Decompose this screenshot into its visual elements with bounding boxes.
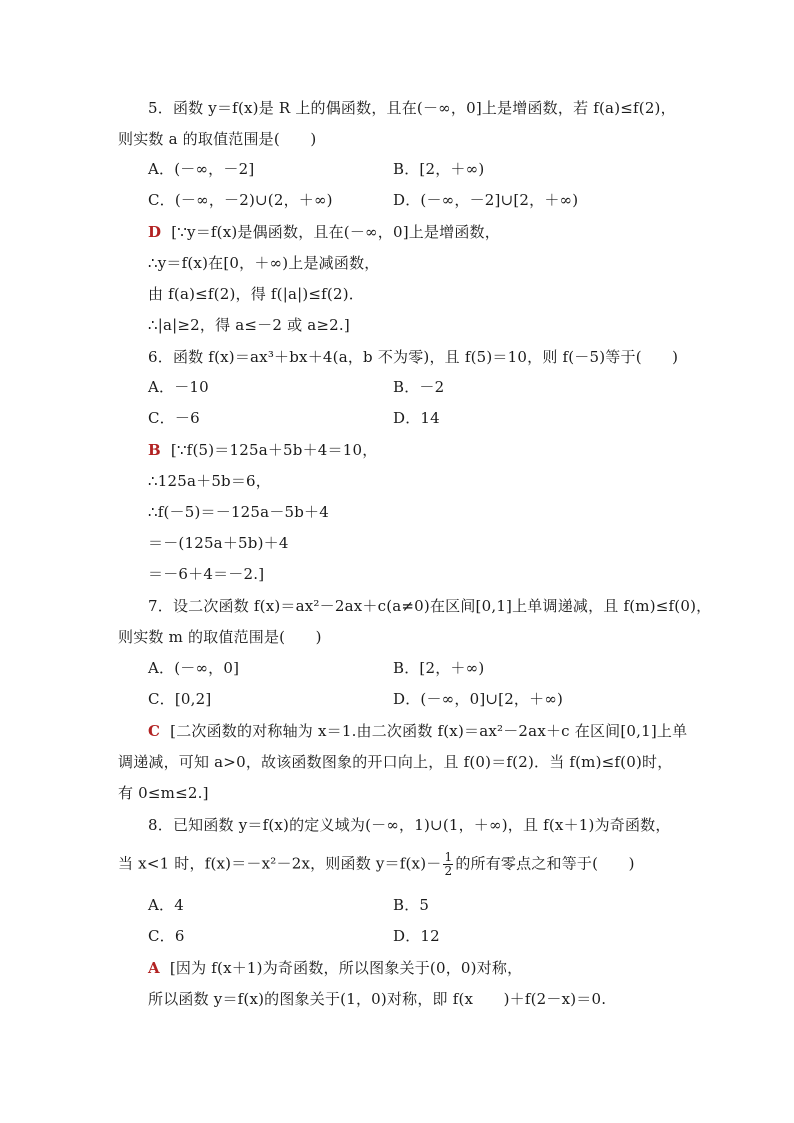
q8-solution-text: [因为 f(x＋1)为奇函数，所以图象关于(0，0)对称， [169,959,523,977]
q6-solution-text: [∵f(5)＝125a＋5b＋4＝10， [170,441,378,459]
q8-stem-line1: 8．已知函数 y＝f(x)的定义域为(－∞，1)∪(1，＋∞)，且 f(x＋1)为奇函数， [148,816,671,834]
q8-solution-line2: 所以函数 y＝f(x)的图象关于(1，0)对称，即 f(x )＋f(2－x)＝0. [148,990,607,1008]
q5-option-c: C．(－∞，－2)∪(2，＋∞) [148,191,333,209]
q5-solution-line3: 由 f(a)≤f(2)，得 f(|a|)≤f(2)． [148,285,364,303]
q6-solution-line5: ＝－6＋4＝－2.] [148,565,265,583]
fraction-denominator: 2 [444,864,453,878]
q8-option-a: A．4 [148,896,184,914]
q7-option-c: C．[0,2] [148,690,212,708]
q8-stem-line2 [118,851,635,878]
q6-solution-line2: ∴125a＋5b＝6， [148,472,272,490]
q8-stem-part2: 的所有零点之和等于( ) [455,854,635,873]
one-half-fraction [443,851,453,878]
q7-solution-line3: 有 0≤m≤2.] [118,784,209,802]
q6-option-b: B．－2 [393,378,445,396]
q6-option-a: A．－10 [148,378,209,396]
q5-stem-line1: 5．函数 y＝f(x)是 R 上的偶函数，且在(－∞，0]上是增函数，若 f(a)≤f(2)， [148,99,676,117]
q6-stem: 6．函数 f(x)＝ax³＋bx＋4(a，b 不为零)，且 f(5)＝10，则 f(－5)等于( ) [148,348,679,366]
q5-option-b: B．[2，＋∞) [393,160,485,178]
q5-answer-letter: D [148,223,162,241]
q5-solution-line2: ∴y＝f(x)在[0，＋∞)上是减函数， [148,254,380,272]
q6-solution-line4: ＝－(125a＋5b)＋4 [148,534,289,552]
q7-option-d: D．(－∞，0]∪[2，＋∞) [393,690,564,708]
q8-option-b: B．5 [393,896,430,914]
q7-answer-letter: C [148,722,161,740]
q7-stem-line2: 则实数 m 的取值范围是( ) [118,628,322,646]
q8-solution-line1 [148,958,522,978]
q6-solution-line1 [148,440,377,460]
q8-option-c: C．6 [148,927,185,945]
q7-stem-line1: 7．设二次函数 f(x)＝ax²－2ax＋c(a≠0)在区间[0,1]上单调递减，且 f(m)≤f(0)， [148,597,712,615]
q6-option-d: D．14 [393,409,440,427]
fraction-numerator: 1 [444,850,453,864]
q5-option-d: D．(－∞，－2]∪[2，＋∞) [393,191,579,209]
q8-answer-letter: A [148,959,160,977]
q8-stem-part1: 当 x<1 时，f(x)＝－x²－2x，则函数 y＝f(x)－ [118,854,442,873]
q8-option-d: D．12 [393,927,440,945]
q7-option-b: B．[2，＋∞) [393,659,485,677]
q5-option-a: A．(－∞，－2] [148,160,255,178]
q7-solution-text: [二次函数的对称轴为 x＝1.由二次函数 f(x)＝ax²－2ax＋c 在区间[0,1]上单 [170,722,688,740]
q6-solution-line3: ∴f(－5)＝－125a－5b＋4 [148,503,330,521]
q5-solution-line1 [148,222,500,242]
q7-option-a: A．(－∞，0] [148,659,240,677]
q5-solution-line4: ∴|a|≥2，得 a≤－2 或 a≥2.] [148,316,350,334]
q6-answer-letter: B [148,441,161,459]
q5-stem-line2: 则实数 a 的取值范围是( ) [118,130,317,148]
q7-solution-line2: 调递减，可知 a>0，故该函数图象的开口向上，且 f(0)＝f(2)．当 f(m)≤f(0)时， [118,753,673,771]
q5-solution-text: [∵y＝f(x)是偶函数，且在(－∞，0]上是增函数， [171,223,500,241]
q7-solution-line1 [148,721,687,741]
q6-option-c: C．－6 [148,409,200,427]
